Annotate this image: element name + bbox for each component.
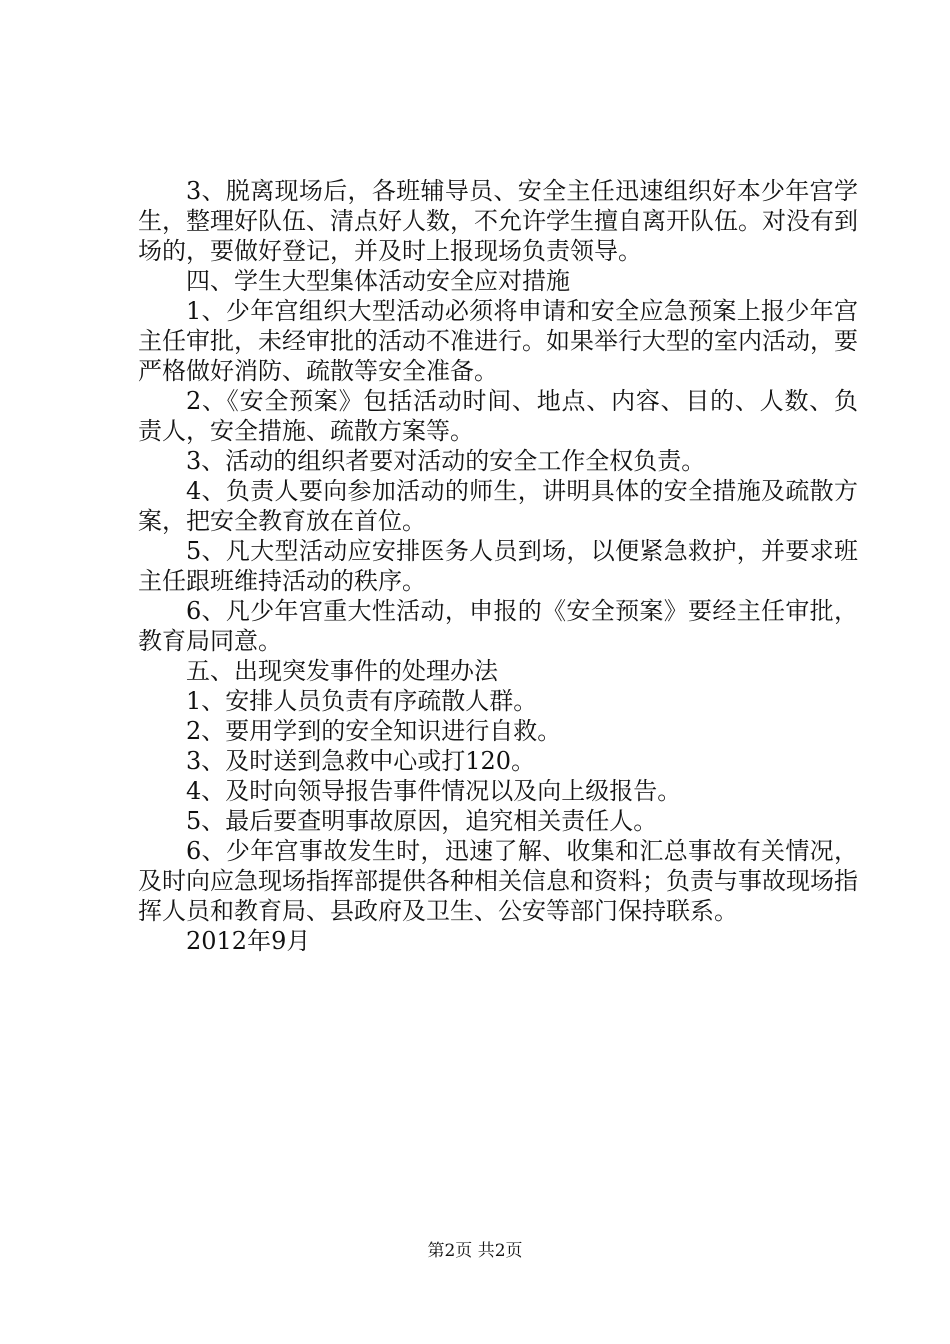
paragraph-item-4: 4、负责人要向参加活动的师生，讲明具体的安全措施及疏散方案，把安全教育放在首位。 bbox=[138, 477, 858, 535]
paragraph-item-1: 1、少年宫组织大型活动必须将申请和安全应急预案上报少年宫主任审批，未经审批的活动不准进行。如果举行大型的室内活动，要严格做好消防、疏散等安全准备。 bbox=[138, 297, 858, 385]
paragraph-emergency-5: 5、最后要查明事故原因，追究相关责任人。 bbox=[186, 807, 658, 835]
paragraph-item-6: 6、凡少年宫重大性活动，申报的《安全预案》要经主任审批，教育局同意。 bbox=[138, 597, 858, 655]
paragraph-item-3: 3、活动的组织者要对活动的安全工作全权负责。 bbox=[186, 447, 706, 475]
paragraph-emergency-4: 4、及时向领导报告事件情况以及向上级报告。 bbox=[186, 777, 682, 805]
page-number-footer: 第2页 共2页 bbox=[427, 1241, 523, 1261]
document-body bbox=[138, 176, 858, 956]
paragraph-emergency-2: 2、要用学到的安全知识进行自救。 bbox=[186, 717, 562, 745]
paragraph-evacuation-step-3: 3、脱离现场后，各班辅导员、安全主任迅速组织好本少年宫学生，整理好队伍、清点好人数，不允许学生擅自离开队伍。对没有到场的，要做好登记，并及时上报现场负责领导。 bbox=[138, 177, 858, 265]
section-heading-4: 四、学生大型集体活动安全应对措施 bbox=[186, 267, 570, 295]
paragraph-emergency-3: 3、及时送到急救中心或打120。 bbox=[186, 747, 536, 775]
paragraph-item-2: 2、《安全预案》包括活动时间、地点、内容、目的、人数、负责人，安全措施、疏散方案等。 bbox=[138, 387, 858, 445]
section-heading-5: 五、出现突发事件的处理办法 bbox=[186, 657, 498, 685]
paragraph-emergency-1: 1、安排人员负责有序疏散人群。 bbox=[186, 687, 538, 715]
document-date: 2012年9月 bbox=[186, 927, 311, 955]
paragraph-emergency-6: 6、少年宫事故发生时，迅速了解、收集和汇总事故有关情况，及时向应急现场指挥部提供各种相关信息和资料；负责与事故现场指挥人员和教育局、县政府及卫生、公安等部门保持联系。 bbox=[138, 837, 858, 925]
paragraph-item-5: 5、凡大型活动应安排医务人员到场，以便紧急救护，并要求班主任跟班维持活动的秩序。 bbox=[138, 537, 858, 595]
